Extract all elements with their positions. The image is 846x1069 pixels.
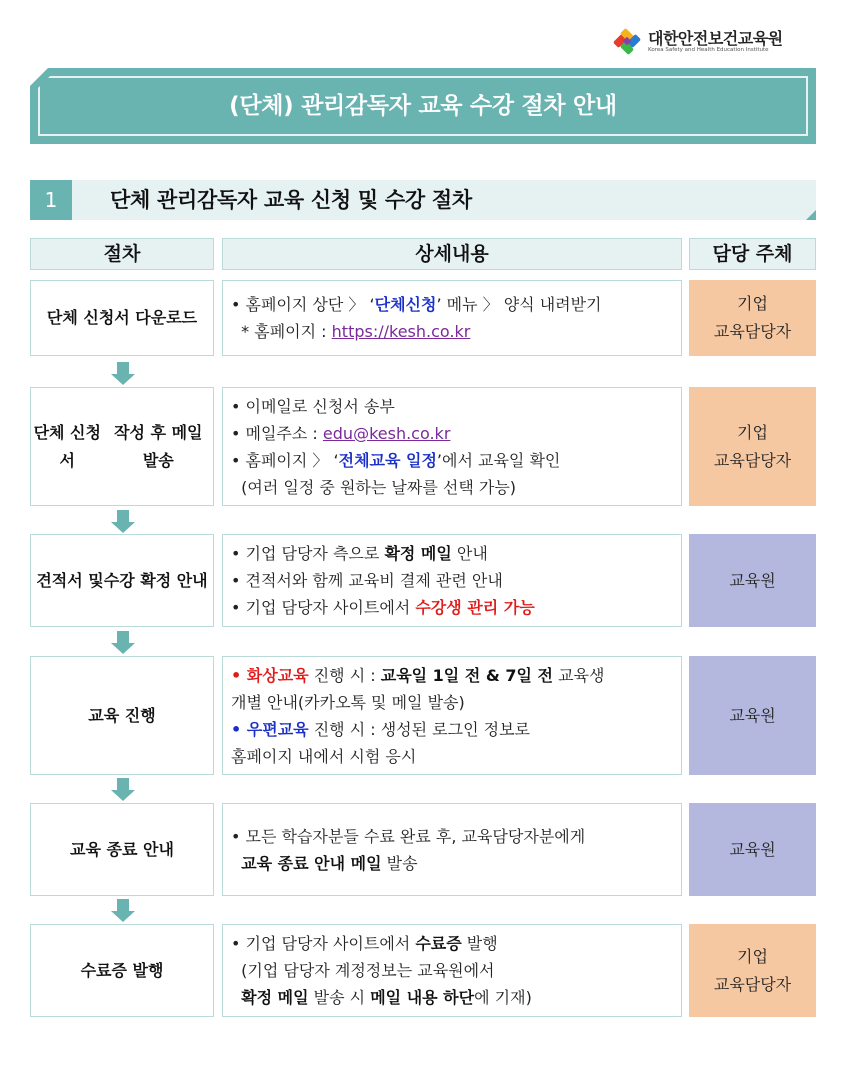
- detail-text: 메일 내용 하단: [370, 988, 475, 1007]
- detail-text: • 모든 학습자분들 수료 완료 후, 교육담당자분에게: [231, 826, 586, 846]
- owner-label: 교육원: [729, 839, 776, 859]
- step-cell: [30, 280, 214, 356]
- detail-text: 화상교육: [246, 665, 309, 685]
- detail-text: 교육생: [553, 665, 605, 685]
- step-label: 수강 확정 안내: [103, 570, 208, 590]
- step-label: 견적서 및: [36, 570, 104, 590]
- detail-text: 우편교육: [246, 719, 309, 739]
- detail-text: 확정 메일: [241, 988, 309, 1007]
- detail-text: 교육일 1일 전 & 7일 전: [380, 665, 553, 685]
- owner-label: 기업: [737, 422, 768, 442]
- detail-text: 진행 시 :: [308, 665, 381, 685]
- step-cell: [30, 656, 214, 775]
- brand-logo: [612, 24, 822, 60]
- detail-text: • 이메일로 신청서 송부: [231, 396, 395, 416]
- owner-label: 교육원: [729, 570, 776, 590]
- detail-text: 발송 시: [308, 988, 371, 1007]
- step-cell: [30, 387, 214, 506]
- step-label: 단체 신청서: [33, 422, 101, 470]
- detail-text: (여러 일정 중 원하는 날짜를 선택 가능): [231, 477, 517, 497]
- detail-text: 교육 종료 안내 메일: [241, 853, 382, 873]
- section-corner-mark: [806, 210, 816, 220]
- step-label: 교육 진행: [88, 705, 156, 725]
- detail-line: [231, 850, 681, 877]
- detail-cell: [222, 534, 682, 627]
- detail-line: [231, 567, 681, 594]
- detail-text: • 홈페이지 상단 〉 ‘: [231, 295, 375, 314]
- detail-text: •: [231, 665, 247, 685]
- detail-line: [231, 957, 681, 984]
- detail-text: • 기업 담당자 측으로: [231, 544, 385, 563]
- detail-line: [231, 930, 681, 957]
- detail-line: [231, 984, 681, 1011]
- detail-text: 발행: [461, 934, 498, 953]
- header-step: 절차: [30, 238, 214, 270]
- owner-label: 교육담당자: [713, 450, 792, 470]
- detail-line: [231, 393, 681, 420]
- logo-name: 대한안전보건교육원: [648, 29, 783, 48]
- detail-text: • 기업 담당자 사이트에서: [231, 934, 416, 953]
- detail-text: 단체신청: [374, 295, 437, 314]
- detail-line: [231, 662, 681, 689]
- detail-text: ’ 메뉴 〉 양식 내려받기: [436, 295, 602, 314]
- detail-text: * 홈페이지 :: [231, 322, 332, 341]
- detail-link[interactable]: edu@kesh.co.kr: [322, 423, 451, 443]
- detail-text: • 견적서와 함께 교육비 결제 관련 안내: [231, 571, 503, 590]
- detail-line: [231, 420, 681, 447]
- detail-text: [231, 988, 241, 1007]
- step-cell: [30, 803, 214, 896]
- detail-text: • 홈페이지 〉 ‘: [231, 450, 339, 470]
- detail-line: [231, 318, 681, 345]
- logo-subtitle: Korea Safety and Health Education Institute: [648, 47, 769, 53]
- detail-cell: [222, 656, 682, 775]
- owner-cell: [689, 280, 816, 356]
- owner-label: 교육담당자: [713, 322, 792, 341]
- detail-text: •: [231, 719, 247, 739]
- header-detail: 상세내용: [222, 238, 682, 270]
- page-title: (단체) 관리감독자 교육 수강 절차 안내: [229, 93, 617, 119]
- detail-text: 안내: [451, 544, 488, 563]
- detail-text: 홈페이지 내에서 시험 응시: [231, 746, 417, 766]
- detail-line: [231, 823, 681, 850]
- step-label: 교육 종료 안내: [70, 839, 174, 859]
- detail-line: [231, 291, 681, 318]
- owner-cell: [689, 924, 816, 1017]
- step-label: 작성 후 메일 발송: [114, 422, 203, 470]
- owner-cell: [689, 387, 816, 506]
- detail-line: [231, 689, 681, 716]
- detail-cell: [222, 280, 682, 356]
- detail-line: [231, 743, 681, 770]
- detail-line: [231, 716, 681, 743]
- down-arrow-icon: [111, 778, 135, 802]
- header-owner: 담당 주체: [689, 238, 816, 270]
- down-arrow-icon: [111, 899, 135, 923]
- step-cell: [30, 924, 214, 1017]
- detail-text: ’에서 교육일 확인: [436, 450, 561, 470]
- owner-cell: [689, 534, 816, 627]
- detail-text: 개별 안내(카카오톡 및 메일 발송): [231, 692, 465, 712]
- detail-line: [231, 474, 681, 501]
- step-cell: [30, 534, 214, 627]
- down-arrow-icon: [111, 362, 135, 386]
- down-arrow-icon: [111, 631, 135, 655]
- detail-text: (기업 담당자 계정정보는 교육원에서: [231, 961, 495, 980]
- detail-text: • 메일주소 :: [231, 423, 323, 443]
- detail-text: 수료증: [415, 934, 462, 953]
- detail-cell: [222, 387, 682, 506]
- detail-line: [231, 447, 681, 474]
- detail-text: 진행 시 : 생성된 로그인 정보로: [308, 719, 531, 739]
- detail-text: 확정 메일: [384, 544, 452, 563]
- owner-label: 교육원: [729, 705, 776, 725]
- detail-text: [231, 854, 241, 873]
- detail-line: [231, 540, 681, 567]
- detail-text: 수강생 관리 가능: [415, 598, 535, 617]
- detail-cell: [222, 803, 682, 896]
- down-arrow-icon: [111, 510, 135, 534]
- step-label: 수료증 발행: [80, 960, 164, 980]
- detail-text: 에 기재): [474, 988, 532, 1007]
- owner-label: 기업: [737, 294, 768, 313]
- detail-link[interactable]: https://kesh.co.kr: [331, 322, 471, 341]
- owner-label: 교육담당자: [713, 974, 792, 994]
- detail-text: • 기업 담당자 사이트에서: [231, 598, 416, 617]
- detail-cell: [222, 924, 682, 1017]
- owner-label: 기업: [737, 946, 768, 966]
- logo-icon: [612, 26, 642, 56]
- owner-cell: [689, 803, 816, 896]
- detail-text: 발송: [381, 853, 418, 873]
- detail-line: [231, 594, 681, 621]
- detail-text: 전체교육 일정: [338, 450, 437, 470]
- section-number: 1: [30, 180, 72, 220]
- section-title: 단체 관리감독자 교육 신청 및 수강 절차: [110, 188, 472, 212]
- step-label: 단체 신청서 다운로드: [46, 308, 198, 327]
- owner-cell: [689, 656, 816, 775]
